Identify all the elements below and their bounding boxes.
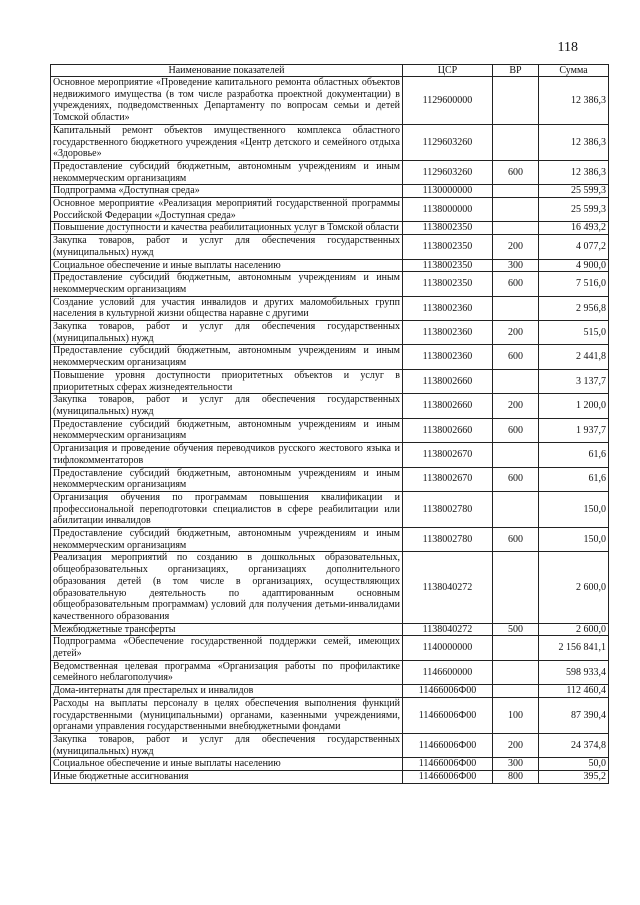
table-row [51,394,609,418]
cell-sum: 7 516,0 [539,272,609,296]
cell-name: Организация обучения по программам повышения квалификации и профессиональной переподготовки специалистов в сфере реабилитации или абилитации инвалидов [51,491,403,527]
cell-csr: 1129603260 [403,160,493,184]
table-row [51,552,609,623]
cell-csr: 1138002660 [403,369,493,393]
cell-vr: 800 [493,771,539,784]
cell-vr: 600 [493,418,539,442]
cell-name: Предоставление субсидий бюджетным, автономным учреждениям и иным некоммерческим организациям [51,528,403,552]
cell-name: Закупка товаров, работ и услуг для обеспечения государственных (муниципальных) нужд [51,394,403,418]
cell-sum: 2 956,8 [539,296,609,320]
table-row [51,222,609,235]
cell-sum: 112 460,4 [539,685,609,698]
table-row [51,124,609,160]
cell-sum: 2 156 841,1 [539,636,609,660]
table-row [51,259,609,272]
table-row [51,467,609,491]
cell-name: Предоставление субсидий бюджетным, автономным учреждениям и иным некоммерческим организациям [51,418,403,442]
header-vr: ВР [493,65,539,77]
cell-sum: 16 493,2 [539,222,609,235]
table-row [51,685,609,698]
cell-vr [493,660,539,684]
table-row [51,623,609,636]
cell-csr: 1130000000 [403,185,493,198]
cell-name: Закупка товаров, работ и услуг для обеспечения государственных (муниципальных) нужд [51,321,403,345]
table-row [51,345,609,369]
cell-name: Организация и проведение обучения переводчиков русского жестового языка и тифлокомментаторов [51,443,403,467]
cell-csr: 1138002350 [403,235,493,259]
cell-csr: 1138000000 [403,198,493,222]
cell-sum: 25 599,3 [539,185,609,198]
cell-name: Дома-интернаты для престарелых и инвалидов [51,685,403,698]
table-row [51,272,609,296]
table-row [51,697,609,733]
cell-name: Иные бюджетные ассигнования [51,771,403,784]
cell-vr: 200 [493,733,539,757]
cell-vr [493,443,539,467]
table-row [51,321,609,345]
cell-name: Реализация мероприятий по созданию в дошкольных образовательных, общеобразовательных организациях, организациях дополнительного образования детей (в том числе в организациях, осуществляющих образовательную деятельность по адаптированным основным общеобразовательным программам) условий для получения детьми-инвалидами качественного образования [51,552,403,623]
budget-table [50,64,609,784]
cell-vr [493,185,539,198]
cell-name: Основное мероприятие «Реализация мероприятий государственной программы Российской Федерации «Доступная среда» [51,198,403,222]
cell-vr: 500 [493,623,539,636]
cell-csr: 1138002360 [403,296,493,320]
cell-sum: 12 386,3 [539,77,609,125]
cell-vr [493,491,539,527]
header-name: Наименование показателей [51,65,403,77]
cell-name: Предоставление субсидий бюджетным, автономным учреждениям и иным некоммерческим организациям [51,272,403,296]
header-csr: ЦСР [403,65,493,77]
cell-sum: 87 390,4 [539,697,609,733]
table-header-row [51,65,609,77]
cell-sum: 4 077,2 [539,235,609,259]
cell-name: Межбюджетные трансферты [51,623,403,636]
cell-vr [493,552,539,623]
cell-vr [493,124,539,160]
cell-csr: 1138002780 [403,491,493,527]
cell-name: Создание условий для участия инвалидов и других маломобильных групп населения в культурной жизни общества наравне с другими [51,296,403,320]
cell-sum: 25 599,3 [539,198,609,222]
table-row [51,369,609,393]
cell-vr: 200 [493,394,539,418]
cell-vr: 600 [493,345,539,369]
cell-csr: 1129603260 [403,124,493,160]
cell-csr: 1138002780 [403,528,493,552]
cell-sum: 395,2 [539,771,609,784]
table-row [51,418,609,442]
table-row [51,636,609,660]
cell-vr [493,198,539,222]
table-row [51,528,609,552]
cell-csr: 1138002350 [403,272,493,296]
table-row [51,185,609,198]
cell-sum: 3 137,7 [539,369,609,393]
cell-sum: 50,0 [539,758,609,771]
cell-vr [493,685,539,698]
cell-vr [493,77,539,125]
cell-sum: 2 600,0 [539,552,609,623]
cell-name: Капитальный ремонт объектов имущественного комплекса областного государственного бюджетного учреждения «Центр детского и семейного отдыха «Здоровье» [51,124,403,160]
cell-vr: 600 [493,160,539,184]
cell-sum: 12 386,3 [539,160,609,184]
table-row [51,77,609,125]
cell-csr: 11466006Ф00 [403,771,493,784]
cell-sum: 2 441,8 [539,345,609,369]
cell-sum: 515,0 [539,321,609,345]
cell-vr: 200 [493,235,539,259]
cell-csr: 1138040272 [403,623,493,636]
table-row [51,296,609,320]
cell-sum: 150,0 [539,491,609,527]
cell-vr: 200 [493,321,539,345]
cell-name: Предоставление субсидий бюджетным, автономным учреждениям и иным некоммерческим организациям [51,160,403,184]
cell-name: Социальное обеспечение и иные выплаты населению [51,259,403,272]
cell-csr: 1138002360 [403,345,493,369]
cell-csr: 11466006Ф00 [403,697,493,733]
cell-csr: 11466006Ф00 [403,758,493,771]
cell-sum: 1 200,0 [539,394,609,418]
page-number: 118 [557,40,578,55]
cell-sum: 2 600,0 [539,623,609,636]
cell-vr: 300 [493,259,539,272]
table-row [51,198,609,222]
table-row [51,443,609,467]
header-sum: Сумма [539,65,609,77]
cell-vr [493,636,539,660]
cell-csr: 1146600000 [403,660,493,684]
table-row [51,733,609,757]
cell-csr: 1138040272 [403,552,493,623]
cell-name: Повышение уровня доступности приоритетных объектов и услуг в приоритетных сферах жизнедеятельности [51,369,403,393]
cell-name: Подпрограмма «Обеспечение государственной поддержки семей, имеющих детей» [51,636,403,660]
cell-name: Социальное обеспечение и иные выплаты населению [51,758,403,771]
table-row [51,160,609,184]
cell-sum: 4 900,0 [539,259,609,272]
cell-csr: 1138002660 [403,418,493,442]
cell-sum: 150,0 [539,528,609,552]
cell-csr: 1138002360 [403,321,493,345]
cell-name: Закупка товаров, работ и услуг для обеспечения государственных (муниципальных) нужд [51,235,403,259]
cell-vr: 300 [493,758,539,771]
cell-sum: 24 374,8 [539,733,609,757]
cell-sum: 1 937,7 [539,418,609,442]
cell-vr [493,296,539,320]
table-row [51,491,609,527]
cell-csr: 1138002350 [403,259,493,272]
cell-vr: 100 [493,697,539,733]
cell-name: Предоставление субсидий бюджетным, автономным учреждениям и иным некоммерческим организациям [51,467,403,491]
cell-name: Подпрограмма «Доступная среда» [51,185,403,198]
cell-csr: 1138002350 [403,222,493,235]
cell-name: Основное мероприятие «Проведение капитального ремонта областных объектов недвижимого имущества (в том числе разработка проектной документации) в учреждениях, подведомственных Департаменту по вопросам семьи и детей Томской области» [51,77,403,125]
cell-csr: 1138002670 [403,467,493,491]
cell-name: Предоставление субсидий бюджетным, автономным учреждениям и иным некоммерческим организациям [51,345,403,369]
cell-csr: 1140000000 [403,636,493,660]
cell-sum: 61,6 [539,467,609,491]
cell-vr [493,369,539,393]
cell-vr: 600 [493,272,539,296]
cell-vr [493,222,539,235]
cell-csr: 1138002660 [403,394,493,418]
cell-vr: 600 [493,528,539,552]
cell-name: Закупка товаров, работ и услуг для обеспечения государственных (муниципальных) нужд [51,733,403,757]
cell-vr: 600 [493,467,539,491]
table-row [51,660,609,684]
cell-csr: 11466006Ф00 [403,685,493,698]
cell-csr: 1138002670 [403,443,493,467]
cell-name: Расходы на выплаты персоналу в целях обеспечения выполнения функций государственными (муниципальными) органами, казенными учреждениями, органами управления государственными внебюджетными фондами [51,697,403,733]
cell-name: Повышение доступности и качества реабилитационных услуг в Томской области [51,222,403,235]
cell-name: Ведомственная целевая программа «Организация работы по профилактике семейного неблагополучия» [51,660,403,684]
cell-sum: 598 933,4 [539,660,609,684]
table-row [51,235,609,259]
cell-csr: 11466006Ф00 [403,733,493,757]
table-row [51,758,609,771]
cell-sum: 12 386,3 [539,124,609,160]
table-row [51,771,609,784]
cell-csr: 1129600000 [403,77,493,125]
cell-sum: 61,6 [539,443,609,467]
